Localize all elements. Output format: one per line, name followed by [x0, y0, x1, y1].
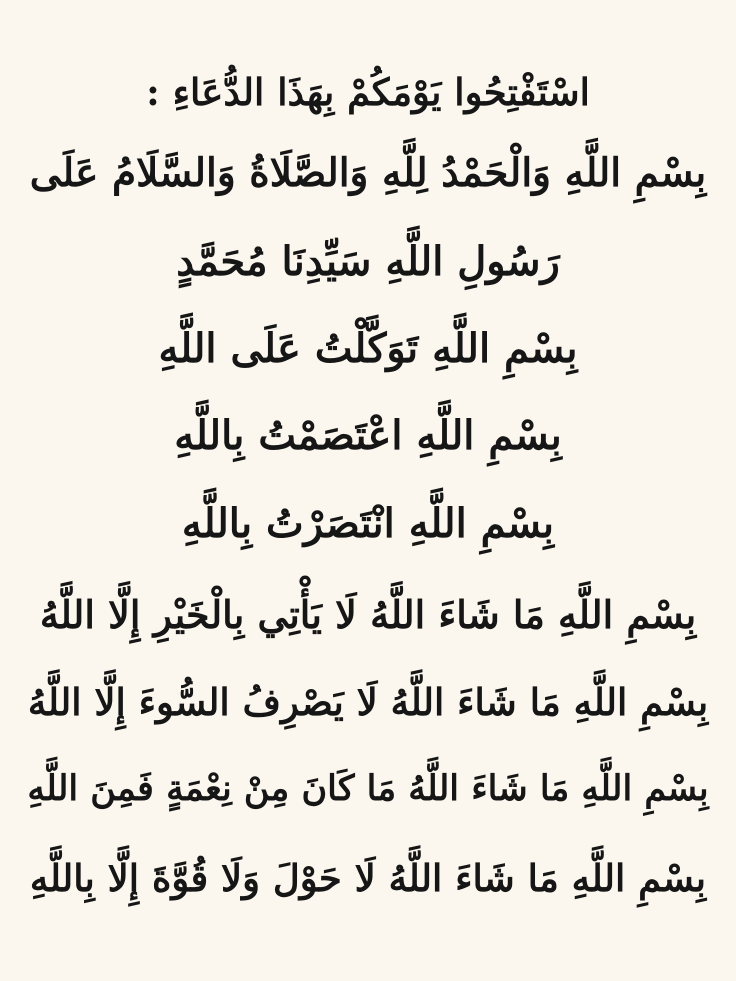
supplication-line-3: بِسْمِ اللَّهِ تَوَكَّلْتُ عَلَى اللَّهِ [158, 325, 578, 372]
supplication-line-5: بِسْمِ اللَّهِ انْتَصَرْتُ بِاللَّهِ [181, 500, 555, 547]
supplication-line-4: بِسْمِ اللَّهِ اعْتَصَمْتُ بِاللَّهِ [174, 412, 562, 459]
supplication-line-6: بِسْمِ اللَّهِ مَا شَاءَ اللَّهُ لَا يَأْتِي بِالْخَيْرِ إِلَّا اللَّهُ [39, 592, 697, 637]
supplication-line-9: بِسْمِ اللَّهِ مَا شَاءَ اللَّهُ لَا حَوْلَ وَلَا قُوَّةَ إِلَّا بِاللَّهِ [29, 856, 707, 900]
supplication-line-8: بِسْمِ اللَّهِ مَا شَاءَ اللَّهُ مَا كَانَ مِنْ نِعْمَةٍ فَمِنَ اللَّهِ [27, 768, 709, 809]
supplication-line-7: بِسْمِ اللَّهِ مَا شَاءَ اللَّهُ لَا يَصْرِفُ السُّوءَ إِلَّا اللَّهُ [27, 680, 709, 724]
supplication-line-1: بِسْمِ اللَّهِ وَالْحَمْدُ لِلَّهِ وَالصَّلَاةُ وَالسَّلَامُ عَلَى [29, 150, 707, 196]
supplication-line-2: رَسُولِ اللَّهِ سَيِّدِنَا مُحَمَّدٍ [176, 238, 560, 285]
page-heading: اسْتَفْتِحُوا يَوْمَكُمْ بِهَذَا الدُّعَاءِ : [146, 70, 590, 114]
